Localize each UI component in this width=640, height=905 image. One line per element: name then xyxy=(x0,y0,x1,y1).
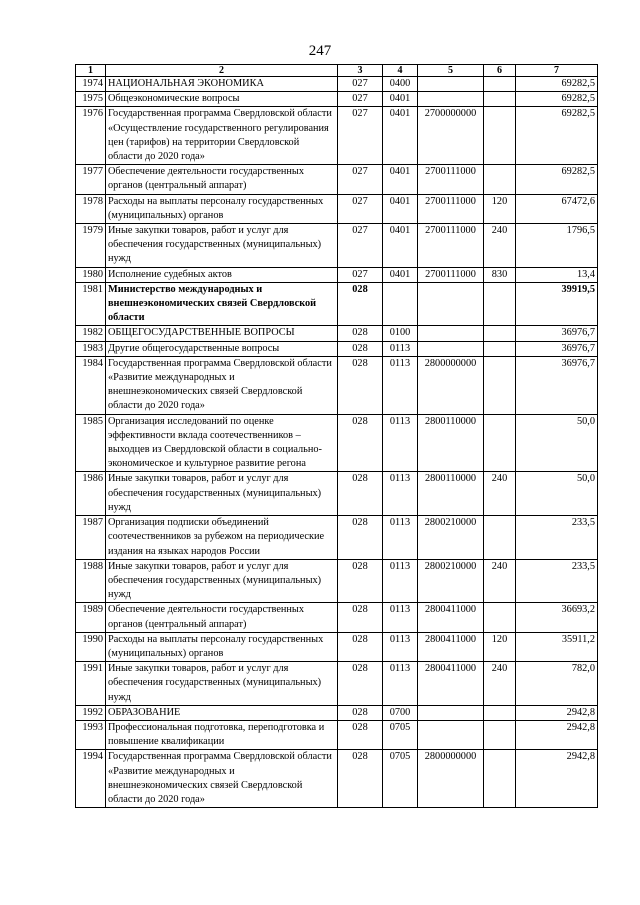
row-number: 1975 xyxy=(76,92,106,107)
column-header: 7 xyxy=(516,65,598,77)
row-name: Профессиональная подготовка, переподготовка и повышение квалификации xyxy=(106,720,338,749)
row-amount: 13,4 xyxy=(516,267,598,282)
row-number: 1980 xyxy=(76,267,106,282)
row-amount: 35911,2 xyxy=(516,632,598,661)
row-ministry-code: 028 xyxy=(338,472,383,516)
row-number: 1977 xyxy=(76,165,106,194)
row-number: 1976 xyxy=(76,107,106,165)
table-row xyxy=(76,224,598,268)
table-row xyxy=(76,326,598,341)
table-row xyxy=(76,77,598,92)
row-section-code: 0113 xyxy=(383,516,418,560)
row-name: Организация исследований по оценке эффективности вклада соотечественников – выходцев из Свердловской области в социально-экономическое и культурное развитие регона xyxy=(106,414,338,472)
row-number: 1978 xyxy=(76,194,106,223)
row-number: 1989 xyxy=(76,603,106,632)
row-section-code: 0113 xyxy=(383,662,418,706)
row-ministry-code: 028 xyxy=(338,282,383,326)
row-expense-type xyxy=(484,750,516,808)
row-ministry-code: 028 xyxy=(338,720,383,749)
row-ministry-code: 028 xyxy=(338,326,383,341)
row-name: Иные закупки товаров, работ и услуг для обеспечения государственных (муниципальных) нужд xyxy=(106,559,338,603)
row-amount: 36693,2 xyxy=(516,603,598,632)
row-target-article xyxy=(418,705,484,720)
row-number: 1988 xyxy=(76,559,106,603)
row-expense-type: 120 xyxy=(484,632,516,661)
row-target-article: 2800000000 xyxy=(418,356,484,414)
row-name: НАЦИОНАЛЬНАЯ ЭКОНОМИКА xyxy=(106,77,338,92)
row-target-article xyxy=(418,282,484,326)
row-expense-type xyxy=(484,92,516,107)
row-target-article: 2800110000 xyxy=(418,472,484,516)
column-header: 4 xyxy=(383,65,418,77)
row-section-code: 0113 xyxy=(383,472,418,516)
row-target-article xyxy=(418,77,484,92)
row-section-code: 0705 xyxy=(383,750,418,808)
row-ministry-code: 027 xyxy=(338,194,383,223)
row-number: 1983 xyxy=(76,341,106,356)
row-target-article: 2800411000 xyxy=(418,662,484,706)
row-target-article: 2800411000 xyxy=(418,632,484,661)
row-name: Государственная программа Свердловской области «Осуществление государственного регулирования цен (тарифов) на территории Свердловской области до 2020 года» xyxy=(106,107,338,165)
row-section-code: 0401 xyxy=(383,107,418,165)
row-amount: 233,5 xyxy=(516,516,598,560)
row-ministry-code: 028 xyxy=(338,603,383,632)
row-number: 1986 xyxy=(76,472,106,516)
row-amount: 2942,8 xyxy=(516,720,598,749)
row-target-article xyxy=(418,341,484,356)
row-amount: 67472,6 xyxy=(516,194,598,223)
row-expense-type xyxy=(484,356,516,414)
row-number: 1984 xyxy=(76,356,106,414)
table-row xyxy=(76,472,598,516)
row-ministry-code: 027 xyxy=(338,92,383,107)
row-expense-type xyxy=(484,326,516,341)
row-amount: 50,0 xyxy=(516,472,598,516)
row-name: Обеспечение деятельности государственных органов (центральный аппарат) xyxy=(106,603,338,632)
column-header: 1 xyxy=(76,65,106,77)
row-name: Иные закупки товаров, работ и услуг для обеспечения государственных (муниципальных) нужд xyxy=(106,662,338,706)
table-row xyxy=(76,705,598,720)
row-section-code xyxy=(383,282,418,326)
header-row xyxy=(76,65,598,77)
row-expense-type: 240 xyxy=(484,224,516,268)
row-name: Обеспечение деятельности государственных органов (центральный аппарат) xyxy=(106,165,338,194)
row-target-article xyxy=(418,720,484,749)
row-amount: 782,0 xyxy=(516,662,598,706)
row-number: 1990 xyxy=(76,632,106,661)
row-number: 1991 xyxy=(76,662,106,706)
row-amount: 36976,7 xyxy=(516,341,598,356)
row-section-code: 0401 xyxy=(383,165,418,194)
row-ministry-code: 028 xyxy=(338,414,383,472)
row-expense-type: 120 xyxy=(484,194,516,223)
row-name: Расходы на выплаты персоналу государственных (муниципальных) органов xyxy=(106,194,338,223)
table-row xyxy=(76,267,598,282)
row-target-article xyxy=(418,92,484,107)
row-section-code: 0100 xyxy=(383,326,418,341)
column-header: 3 xyxy=(338,65,383,77)
row-name: ОБРАЗОВАНИЕ xyxy=(106,705,338,720)
row-amount: 233,5 xyxy=(516,559,598,603)
row-amount: 36976,7 xyxy=(516,326,598,341)
row-amount: 36976,7 xyxy=(516,356,598,414)
table-body xyxy=(76,77,598,808)
row-amount: 69282,5 xyxy=(516,107,598,165)
row-section-code: 0401 xyxy=(383,92,418,107)
row-expense-type: 830 xyxy=(484,267,516,282)
row-name: Другие общегосударственные вопросы xyxy=(106,341,338,356)
row-amount: 1796,5 xyxy=(516,224,598,268)
row-ministry-code: 028 xyxy=(338,662,383,706)
row-amount: 39919,5 xyxy=(516,282,598,326)
row-ministry-code: 027 xyxy=(338,107,383,165)
row-section-code: 0113 xyxy=(383,414,418,472)
row-section-code: 0700 xyxy=(383,705,418,720)
row-number: 1987 xyxy=(76,516,106,560)
row-ministry-code: 028 xyxy=(338,705,383,720)
row-expense-type xyxy=(484,77,516,92)
row-target-article: 2700111000 xyxy=(418,165,484,194)
table-row xyxy=(76,282,598,326)
page-number: 247 xyxy=(308,43,332,59)
row-number: 1994 xyxy=(76,750,106,808)
row-ministry-code: 028 xyxy=(338,632,383,661)
row-amount: 2942,8 xyxy=(516,750,598,808)
row-ministry-code: 028 xyxy=(338,356,383,414)
table-row xyxy=(76,107,598,165)
table-row xyxy=(76,559,598,603)
row-expense-type xyxy=(484,414,516,472)
row-target-article: 2800210000 xyxy=(418,516,484,560)
row-expense-type xyxy=(484,705,516,720)
row-expense-type: 240 xyxy=(484,662,516,706)
row-number: 1985 xyxy=(76,414,106,472)
row-target-article xyxy=(418,326,484,341)
row-expense-type xyxy=(484,720,516,749)
row-amount: 69282,5 xyxy=(516,165,598,194)
table-row xyxy=(76,632,598,661)
row-section-code: 0401 xyxy=(383,224,418,268)
row-name: ОБЩЕГОСУДАРСТВЕННЫЕ ВОПРОСЫ xyxy=(106,326,338,341)
row-expense-type xyxy=(484,516,516,560)
row-section-code: 0113 xyxy=(383,632,418,661)
row-expense-type xyxy=(484,603,516,632)
row-target-article: 2800411000 xyxy=(418,603,484,632)
table-row xyxy=(76,356,598,414)
row-name: Исполнение судебных актов xyxy=(106,267,338,282)
row-ministry-code: 027 xyxy=(338,77,383,92)
row-amount: 69282,5 xyxy=(516,92,598,107)
row-name: Организация подписки объединений соотечественников за рубежом на периодические издания на языках народов России xyxy=(106,516,338,560)
row-ministry-code: 027 xyxy=(338,165,383,194)
table-row xyxy=(76,750,598,808)
table-row xyxy=(76,165,598,194)
row-name: Государственная программа Свердловской области «Развитие международных и внешнеэкономических связей Свердловской области до 2020 года» xyxy=(106,356,338,414)
row-section-code: 0113 xyxy=(383,356,418,414)
row-target-article: 2700111000 xyxy=(418,267,484,282)
row-target-article: 2700000000 xyxy=(418,107,484,165)
row-section-code: 0401 xyxy=(383,194,418,223)
table-row xyxy=(76,92,598,107)
row-ministry-code: 027 xyxy=(338,267,383,282)
row-expense-type xyxy=(484,282,516,326)
row-ministry-code: 028 xyxy=(338,516,383,560)
row-ministry-code: 027 xyxy=(338,224,383,268)
row-expense-type: 240 xyxy=(484,472,516,516)
row-target-article: 2800000000 xyxy=(418,750,484,808)
row-amount: 50,0 xyxy=(516,414,598,472)
row-section-code: 0400 xyxy=(383,77,418,92)
row-number: 1982 xyxy=(76,326,106,341)
row-expense-type xyxy=(484,165,516,194)
row-number: 1974 xyxy=(76,77,106,92)
row-name: Иные закупки товаров, работ и услуг для обеспечения государственных (муниципальных) нужд xyxy=(106,472,338,516)
row-target-article: 2700111000 xyxy=(418,224,484,268)
row-name: Государственная программа Свердловской области «Развитие международных и внешнеэкономических связей Свердловской области до 2020 года» xyxy=(106,750,338,808)
column-header: 5 xyxy=(418,65,484,77)
row-target-article: 2800110000 xyxy=(418,414,484,472)
row-number: 1981 xyxy=(76,282,106,326)
row-section-code: 0113 xyxy=(383,603,418,632)
row-name: Расходы на выплаты персоналу государственных (муниципальных) органов xyxy=(106,632,338,661)
row-amount: 69282,5 xyxy=(516,77,598,92)
row-name: Иные закупки товаров, работ и услуг для обеспечения государственных (муниципальных) нужд xyxy=(106,224,338,268)
row-target-article: 2700111000 xyxy=(418,194,484,223)
table-row xyxy=(76,341,598,356)
row-number: 1979 xyxy=(76,224,106,268)
row-ministry-code: 028 xyxy=(338,750,383,808)
row-expense-type: 240 xyxy=(484,559,516,603)
row-number: 1993 xyxy=(76,720,106,749)
row-expense-type xyxy=(484,341,516,356)
table-row xyxy=(76,414,598,472)
table-row xyxy=(76,194,598,223)
row-ministry-code: 028 xyxy=(338,341,383,356)
row-name: Министерство международных и внешнеэкономических связей Свердловской области xyxy=(106,282,338,326)
row-ministry-code: 028 xyxy=(338,559,383,603)
row-section-code: 0705 xyxy=(383,720,418,749)
table-row xyxy=(76,662,598,706)
row-name: Общеэкономические вопросы xyxy=(106,92,338,107)
budget-table xyxy=(75,64,598,808)
row-section-code: 0401 xyxy=(383,267,418,282)
row-section-code: 0113 xyxy=(383,341,418,356)
row-expense-type xyxy=(484,107,516,165)
table-row xyxy=(76,516,598,560)
row-number: 1992 xyxy=(76,705,106,720)
table-row xyxy=(76,720,598,749)
row-target-article: 2800210000 xyxy=(418,559,484,603)
table-row xyxy=(76,603,598,632)
column-header: 6 xyxy=(484,65,516,77)
column-header: 2 xyxy=(106,65,338,77)
row-amount: 2942,8 xyxy=(516,705,598,720)
row-section-code: 0113 xyxy=(383,559,418,603)
